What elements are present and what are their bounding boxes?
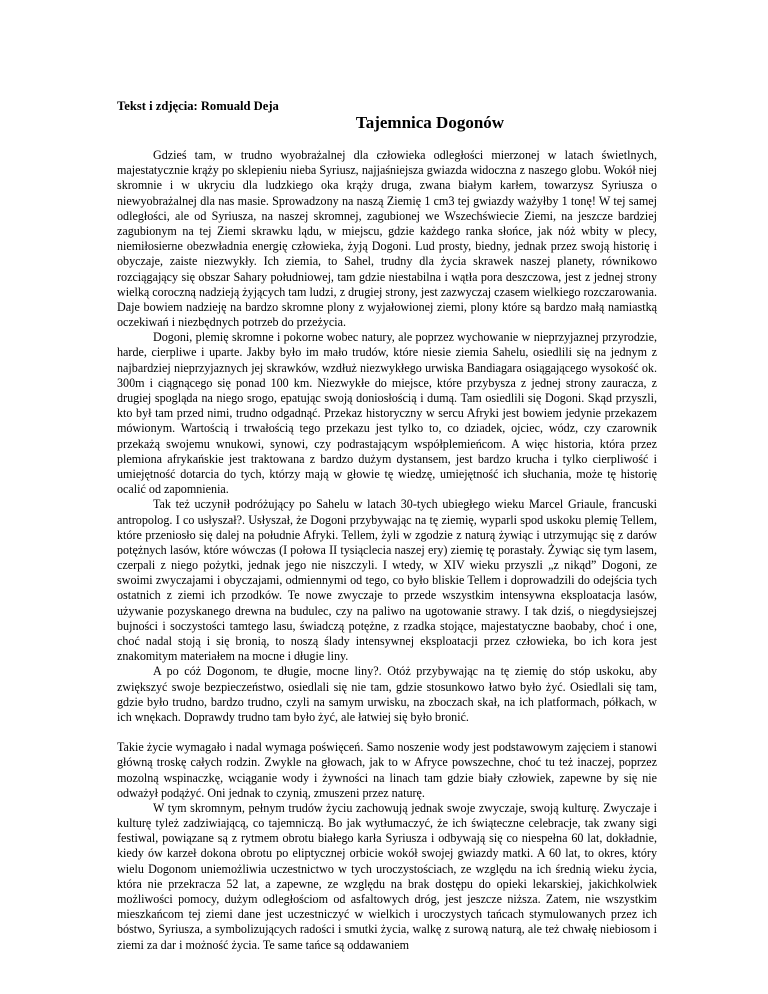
article-title: Tajemnica Dogonów <box>355 113 505 132</box>
paragraph: Tak też uczynił podróżujący po Sahelu w latach 30-tych ubiegłego wieku Marcel Griaule, francuski antropolog. I co usłyszał?. Usłyszał, że Dogoni przybywając na tę ziemię, wyparli spod uskoku plemię Tellem, które przeniosło się dalej na południe Afryki. Tellem, żyli w zgodzie z naturą żywiąc i utrzymując się z darów potężnych lasów, które wówczas (I połowa II tysiąclecia naszej ery) ziemię tę porastały. Żywiąc się tym lasem, czerpali z niego pożytki, jednak jego nie niszczyli. I wtedy, w XIV wieku przyszli „z nikąd” Dogoni, ze swoimi zwyczajami i obyczajami, odmiennymi od tego, co było bliskie Tellem i doprowadzili do odejścia tych ostatnich z ziemi ich przodków. Te nowe zwyczaje to przede wszystkim intensywna eksploatacja lasów, używanie pozyskanego drewna na budulec, czy na paliwo na ugotowanie strawy. I tak dziś, o niegdysiejszej bujności i soczystości tamtego lasu, świadczą potężne, z rzadka stojące, majestatyczne baobaby, choć i one, choć nadal stoją i się bronią, to noszą ślady intensywnej eksploatacji przez człowieka, bo ich kora jest znakomitym materiałem na mocne i długie liny. <box>117 497 657 664</box>
paragraph: Dogoni, plemię skromne i pokorne wobec natury, ale poprzez wychowanie w nieprzyjaznej przyrodzie, harde, cierpliwe i uparte. Jakby było im mało trudów, które niesie ziemia Sahelu, osiedlili się na jednym z najbardziej nieprzyjaznych jej skrawków, wzdłuż niezwykłego urwiska Bandiagara osiągającego wysokość ok. 300m i ciągnącego się ponad 100 km. Niezwykłe do miejsce, które przybysza z jednej strony zauracza, z drugiej spogląda na niego srogo, epatując swoją doniosłością i dumą. Tam osiedlili się Dogoni. Skąd przyszli, kto był tam przed nimi, trudno odgadnąć. Przekaz historyczny w sercu Afryki jest bowiem jedynie przekazem mówionym. Wartością i trwałością tego przekazu jest tylko to, co dziadek, ojciec, wódz, czy czarownik przekażą swojemu wnukowi, synowi, czy podrastającym współplemieńcom. A więc historia, która przez plemiona afrykańskie jest traktowana z bardzo dużym dystansem, jest bardzo krucha i tylko cierpliwość i umiejętność dotarcia do tych, którzy mają w głowie tę wiedzę, umiejętność ich słuchania, może tę historię ocalić od zapomnienia. <box>117 330 657 497</box>
paragraph: Gdzieś tam, w trudno wyobrażalnej dla człowieka odległości mierzonej w latach świetlnych, majestatycznie krąży po sklepieniu nieba Syriusz, najjaśniejsza gwiazda widoczna z naszego globu. Wokół niej skromnie i w ukryciu dla ludzkiego oka krąży druga, zwana białym karłem, towarzysz Syriusza o niewyobrażalnej dla nas masie. Sprowadzony na naszą Ziemię 1 cm3 tej gwiazdy ważyłby 1 tonę! W tej samej odległości, ale od Syriusza, na naszej skromnej, zagubionej we Wszechświecie Ziemi, na jeszcze bardziej zagubionym na tej Ziemi skrawku lądu, w miejscu, gdzie każdego ranka słońce, jak nóż wbity w plecy, niemiłosierne obezwładnia energię człowieka, żyją Dogoni. Lud prosty, biedny, jednak przez swoją historię i obyczaje, zaiste niezwykły. Ich ziemia, to Sahel, trudny dla życia skrawek naszej planety, równikowo rozciągający się obszar Sahary południowej, tam gdzie niestabilna i wątła pora deszczowa, jest z jednej strony wielką coroczną nadzieją żyjących tam ludzi, z drugiej strony, jest zazwyczaj czasem wielkiego rozczarowania. Daje bowiem nadzieję na bardzo skromne plony z wyjałowionej ziemi, plony które są bardzo małą namiastką oczekiwań i niezbędnych potrzeb do przeżycia. <box>117 148 657 330</box>
document-page <box>117 98 657 953</box>
paragraph: A po cóż Dogonom, te długie, mocne liny?. Otóż przybywając na tę ziemię do stóp uskoku, aby zwiększyć swoje bezpieczeństwo, osiedlali się nie tam, gdzie stosunkowo łatwo było żyć. Osiedlali się tam, gdzie było trudno, bardzo trudno, czyli na samym urwisku, na zboczach skał, na ich platformach, półkach, w ich wnękach. Doprawdy trudno tam było żyć, ale łatwiej się było bronić. <box>117 664 657 724</box>
paragraph: Takie życie wymagało i nadal wymaga poświęceń. Samo noszenie wody jest podstawowym zajęciem i stanowi główną troskę całych rodzin. Zwykle na głowach, jak to w Afryce powszechne, choć tu też inaczej, poprzez mozolną wspinaczkę, wciąganie wody i żywności na linach tam gdzie biały człowiek, zapewne by się nie odważył podążyć. Oni jednak to czynią, zmuszeni przez naturę. <box>117 740 657 800</box>
byline: Tekst i zdjęcia: Romuald Deja <box>117 99 279 113</box>
article-body <box>117 148 657 953</box>
paragraph: W tym skromnym, pełnym trudów życiu zachowują jednak swoje zwyczaje, swoją kulturę. Zwyczaje i kulturę tyleż zadziwiającą, co tajemniczą. Bo jak wytłumaczyć, że ich świąteczne celebracje, tak zwany sigi festiwal, powiązane są z rytmem obrotu białego karła Syriusza i odbywają się co niespełna 60 lat, dokładnie, kiedy ów karzeł dokona obrotu po eliptycznej orbicie wokół swojej gwiazdy matki. A 60 lat, to okres, który wielu Dogonom uniemożliwia uczestnictwo w tych uroczystościach, ze względu na ich średnią wieku życia, która nie przekracza 52 lat, a zapewne, ze względu na brak dostępu do opieki lekarskiej, jakichkolwiek możliwości pomocy, dużym odległościom od asfaltowych dróg, jest jeszcze niższa. Zatem, nie wszystkim mieszkańcom tej ziemi dane jest uczestniczyć w wielkich i uroczystych tańcach stymulowanych przez ich bóstwo, Syriusza, a symbolizujących radości i smutki życia, walkę z surową naturą, ale też chwałę niebiosom i ziemi za dar i możność życia. Te same tańce są oddawaniem <box>117 800 657 952</box>
section-gap <box>117 725 657 740</box>
